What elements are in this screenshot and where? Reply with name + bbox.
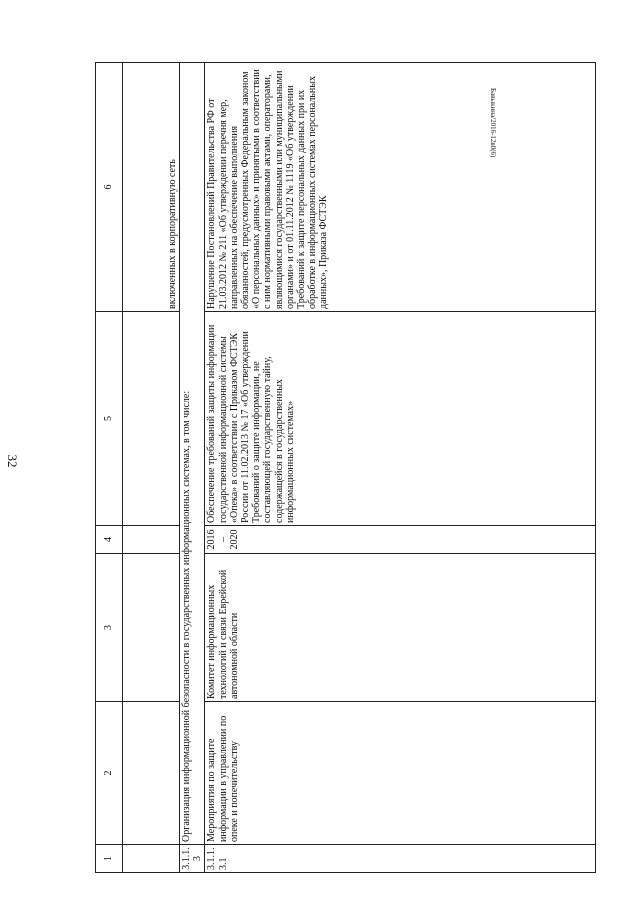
continued-cell-1 (123, 845, 180, 873)
header-cell-3: 3 (96, 554, 123, 702)
section-title: Организация информационной безопасности в государственных информационных системах, в том числе: (180, 63, 205, 845)
continued-row (123, 63, 180, 873)
header-cell-4: 4 (96, 526, 123, 554)
page-number: 32 (5, 454, 20, 468)
rotated-table-container (95, 63, 585, 873)
continued-cell-3 (123, 554, 180, 702)
continued-cell-5 (123, 312, 180, 526)
header-cell-6: 6 (96, 63, 123, 312)
item-consequence: Нарушение Постановлений Правительства РФ от 21.03.2012 № 211 «Об утверждении перечня мер, направленных на обеспечение выполнения обязанностей, предусмотренных Федеральным законом «О персональных данных» и принятыми в соответствии с ним нормативными правовыми актами, операторами, являющимися государственными или муниципальными органами» и от 01.11.2012 № 1119 «Об утверждении Требований к защите персональных данных при их обработке в информационных системах персональных данных», Приказа ФСТЭК (205, 63, 596, 312)
section-row (180, 63, 205, 873)
section-number: 3.1.1.3 (180, 845, 205, 873)
item-row (205, 63, 596, 873)
item-measure: Мероприятия по защите информации в управлении по опеке и попечительству (205, 702, 596, 845)
header-cell-1: 1 (96, 845, 123, 873)
header-cell-2: 2 (96, 702, 123, 845)
footer-code: Бавыкина/2016-12в0(6) (489, 88, 497, 158)
header-cell-5: 5 (96, 312, 123, 526)
item-executor: Комитет информационных технологий и связи Еврейской автономной области (205, 554, 596, 702)
item-period: 2016 – 2020 (205, 526, 596, 554)
item-number: 3.1.1.3.1 (205, 845, 596, 873)
continued-cell-6: включенных в корпоративную сеть (123, 63, 180, 312)
continued-cell-4 (123, 526, 180, 554)
measures-table (95, 62, 596, 873)
item-result: Обеспечение требований защиты информации государственной информационной системы «Опека» в соответствии с Приказом ФСТЭК России от 11.02.2013 № 17 «Об утверждении Требований о защите информации, не составляющей государственную тайну, содержащейся в государственных информационных системах» (205, 312, 596, 526)
header-row (96, 63, 123, 873)
continued-cell-2 (123, 702, 180, 845)
